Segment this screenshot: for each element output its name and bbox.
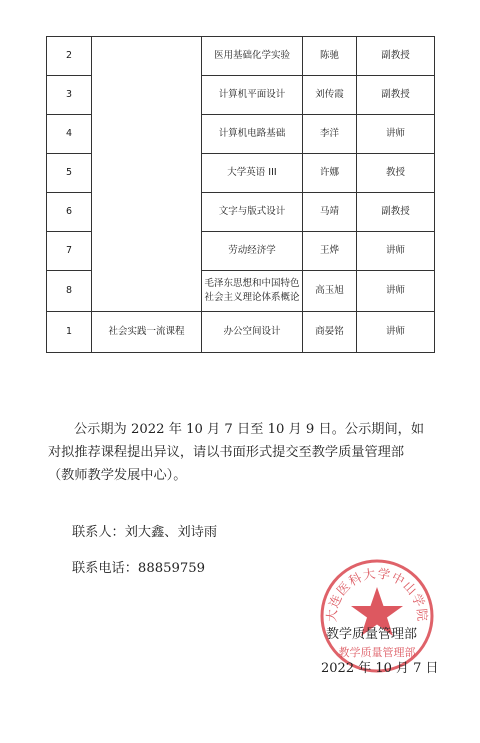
notice-paragraph [48,418,428,487]
teacher-name: 马靖 [303,193,357,232]
row-number: 2 [47,37,92,76]
teacher-title: 副教授 [357,76,435,115]
row-number: 7 [47,232,92,271]
course-name [202,271,303,312]
course-name: 文字与版式设计 [202,193,303,232]
course-category: 社会实践一流课程 [92,312,202,353]
notice-paragraph-text: 公示期为 2022 年 10 月 7 日至 10 月 9 日。公示期间，如对拟推荐课程提出异议，请以书面形式提交至教学质量管理部（教师教学发展中心）。 [48,422,425,483]
teacher-name: 高玉旭 [303,271,357,312]
row-number: 6 [47,193,92,232]
course-name: 计算机平面设计 [202,76,303,115]
signature-unit: 教学质量管理部 [326,627,418,642]
teacher-name: 王烨 [303,232,357,271]
course-name: 计算机电路基础 [202,115,303,154]
teacher-name: 刘传霞 [303,76,357,115]
teacher-title: 教授 [357,154,435,193]
category-cell-empty [92,37,202,312]
contact-phone: 联系电话：88859759 [72,561,206,576]
teacher-title: 副教授 [357,37,435,76]
teacher-title: 讲师 [357,232,435,271]
course-list-table [46,36,435,353]
course-name-line2: 社会主义理论体系概论 [204,292,300,303]
table-row [47,312,435,353]
teacher-name: 陈驰 [303,37,357,76]
course-name: 医用基础化学实验 [202,37,303,76]
teacher-title: 讲师 [357,271,435,312]
course-name: 办公空间设计 [202,312,303,353]
course-name: 大学英语 III [202,154,303,193]
row-number: 8 [47,271,92,312]
table-row [47,37,435,76]
teacher-name: 许娜 [303,154,357,193]
row-number: 1 [47,312,92,353]
signature-date: 2022 年 10 月 7 日 [321,661,439,676]
seal-outer-text: 大连医科大学中山学院 [323,565,431,623]
course-name: 劳动经济学 [202,232,303,271]
row-number: 3 [47,76,92,115]
teacher-name: 李洋 [303,115,357,154]
teacher-title: 讲师 [357,312,435,353]
teacher-title: 副教授 [357,193,435,232]
row-number: 5 [47,154,92,193]
seal-inner-text: 教学质量管理部 [338,646,416,659]
course-name-line1: 毛泽东思想和中国特色 [204,278,300,290]
teacher-name: 商晏铭 [303,312,357,353]
teacher-title: 讲师 [357,115,435,154]
row-number: 4 [47,115,92,154]
contact-persons: 联系人：刘大鑫、刘诗雨 [72,525,218,540]
